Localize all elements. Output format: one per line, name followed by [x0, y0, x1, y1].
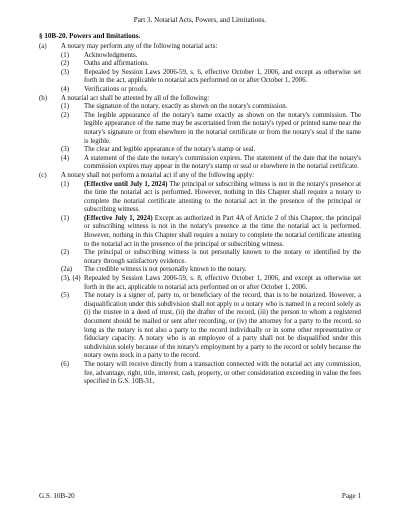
statute-item [0, 52, 400, 61]
item-body: The clear and legible appearance of the notary's stamp or seal. [84, 146, 256, 154]
footer-page-number: Page 1 [341, 492, 361, 500]
item-label: (4) [61, 85, 70, 93]
item-body: A notarial act shall be attested by all of the following: [61, 94, 210, 102]
item-body: Acknowledgments. [84, 51, 138, 59]
statute-item [0, 249, 400, 266]
item-label: (5) [61, 292, 70, 300]
item-body: The notary is a signer of, party to, or beneficiary of the record, that is to be notarized. However, a disqualification under this subdivision shall not apply to a notary who is named in a record solely as (i) the trustee in a deed of trust, (ii) the drafter of the record, (iii) the person to whom a registered document should be mailed or sent after recording, or (iv) the attorney for a party to the record, so long as the notary is not also a party to the record individually or in some other representative or fiduciary capacity. A notary who is an employee of a party shall not be disqualified under this subdivision solely because of the notary's employment by a party to the record or solely because the notary owns stock in a party to the record. [84, 292, 361, 360]
statute-item [0, 103, 400, 112]
item-label: (2) [61, 60, 70, 68]
item-body: Repealed by Session Laws 2006-59, s. 8, effective October 1, 2006, and except as otherwise set forth in the act, applicable to notarial acts performed on or after October 1, 2006. [84, 275, 361, 291]
item-body: Repealed by Session Laws 2006-59, s. 6, effective October 1, 2006, and except as otherwise set forth in the act, applicable to notarial acts performed on or after October 1, 2006. [84, 68, 361, 85]
statute-item [0, 69, 400, 86]
item-text [84, 292, 361, 361]
item-text [84, 275, 361, 292]
item-text [84, 103, 361, 112]
item-text [84, 155, 361, 172]
item-text [84, 361, 361, 387]
item-label: (1) [61, 214, 70, 222]
item-text [84, 266, 361, 275]
item-text [61, 172, 361, 181]
item-label: (6) [61, 360, 70, 368]
effective-date-note: (Effective until July 1, 2024) [84, 180, 168, 188]
statute-item [0, 60, 400, 69]
item-label: (c) [39, 171, 47, 179]
item-body: The credible witness is not personally known to the notary. [84, 266, 247, 274]
statute-item [0, 181, 400, 215]
item-label: (2) [61, 111, 70, 119]
item-text [84, 112, 361, 146]
statute-item [0, 86, 400, 95]
item-text [84, 215, 361, 249]
page-header: Part 3. Notarial Acts, Powers, and Limitations. [133, 16, 267, 24]
item-text [84, 60, 361, 69]
item-body: The notary will receive directly from a transaction connected with the notarial act any commission, fee, advantage, right, title, interest, cash, property, or other consideration exceeding in value the fees specified in G.S. 10B-31, [84, 360, 361, 386]
item-text [61, 43, 361, 52]
statute-item [0, 155, 400, 172]
statute-item [0, 292, 400, 361]
item-label: (1) [61, 180, 70, 188]
item-body: Except as authorized in Part 4A of Article 2 of this Chapter, the principal or subscribing witness is not in the notary's presence at the time the notarial act is performed. However, nothing in this Chapter shall require a notary to complete the notarial certificate attesting to the notarial act in the presence of the principal or subscribing witness. [84, 214, 362, 248]
item-label: (2) [61, 249, 70, 257]
item-text [84, 52, 361, 61]
item-text [84, 146, 361, 155]
item-label: (1) [61, 51, 70, 59]
statute-body [0, 43, 400, 387]
item-label: (3), (4) [61, 275, 81, 283]
item-label: (3) [61, 68, 70, 76]
item-body: A statement of the date the notary's commission expires. The statement of the date that the notary's commission expires may appear in the notary's stamp or seal or elsewhere in the notarial certificate. [84, 154, 361, 171]
item-label: (b) [39, 94, 48, 102]
statute-item [0, 266, 400, 275]
item-body: A notary may perform any of the following notarial acts: [61, 43, 218, 50]
statute-item [0, 43, 400, 52]
effective-date-note: (Effective July 1, 2024) [84, 214, 153, 222]
item-label: (4) [61, 154, 70, 162]
statute-item [0, 275, 400, 292]
item-body: The principal or subscribing witness is not in the notary's presence at the time the notarial act is performed. However, nothing in this Chapter shall require a notary to complete the notarial certificate attesting to the notarial act in the presence of the principal or subscribing witness. [84, 180, 362, 214]
item-text [84, 181, 361, 215]
item-body: A notary shall not perform a notarial act if any of the following apply: [61, 171, 255, 179]
statute-item [0, 146, 400, 155]
item-label: (3) [61, 146, 70, 154]
footer-citation: G.S. 10B-20 [39, 492, 75, 500]
item-label: (2a) [61, 266, 73, 274]
section-title: § 10B-20. Powers and limitations. [39, 32, 141, 40]
item-label: (1) [61, 103, 70, 111]
item-body: The principal or subscribing witness is not personally known to the notary or identified by the notary through satisfactory evidence. [84, 249, 361, 265]
item-body: Oaths and affirmations. [84, 60, 149, 68]
item-text [84, 249, 361, 266]
statute-item [0, 215, 400, 249]
item-text [84, 86, 361, 95]
item-body: Verifications or proofs. [84, 85, 148, 93]
statute-item [0, 112, 400, 146]
statute-item [0, 172, 400, 181]
item-text [84, 69, 361, 86]
statute-item [0, 361, 400, 387]
statute-item [0, 95, 400, 104]
item-label: (a) [39, 43, 47, 50]
item-body: The signature of the notary, exactly as shown on the notary's commission. [84, 103, 288, 111]
item-body: The legible appearance of the notary's name exactly as shown on the notary's commission. The legible appearance of the name may be ascertained from the notary's typed or printed name near the notary's signature or from elsewhere in the notarial certificate or from the notary's seal if the name is legible. [84, 111, 361, 145]
item-text [61, 95, 361, 104]
